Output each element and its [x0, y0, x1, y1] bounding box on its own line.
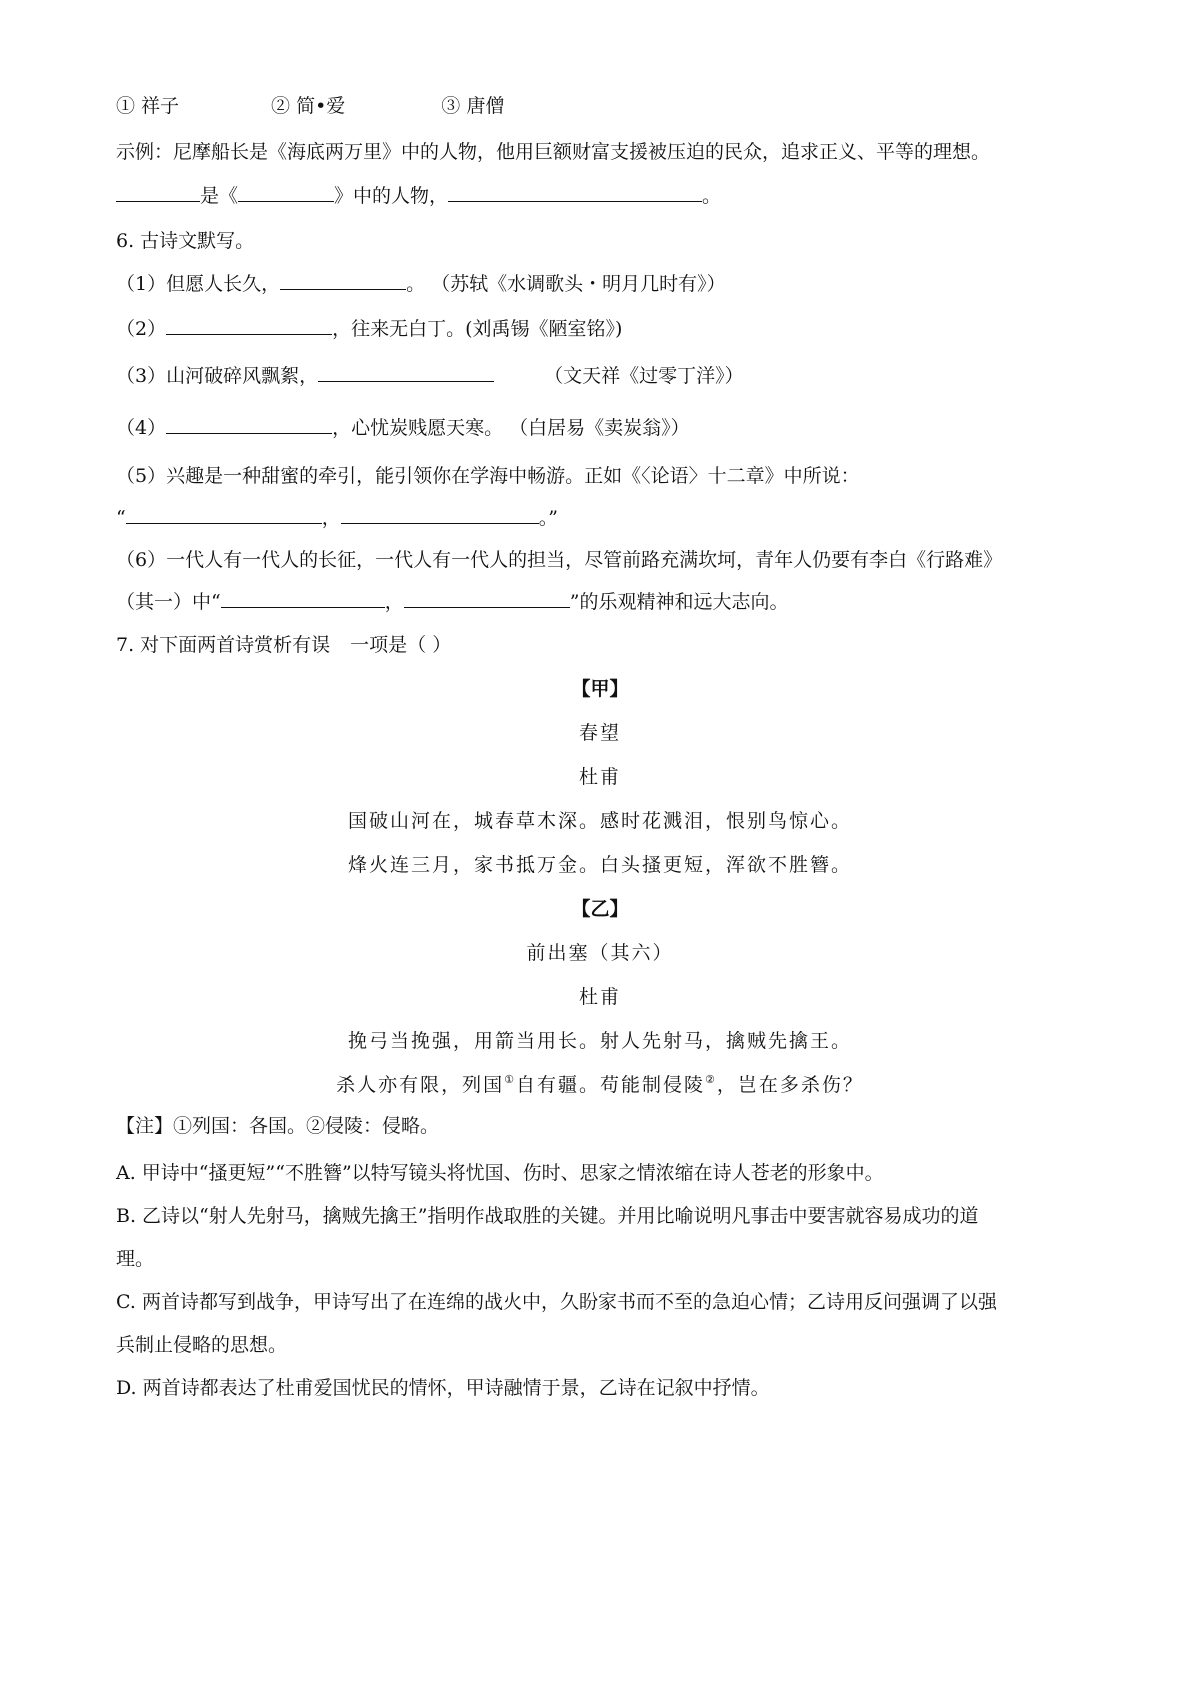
option-3: ③ 唐僧 [441, 95, 505, 117]
answer-blank[interactable] [238, 183, 334, 202]
option-b-continued[interactable]: 理。 [116, 1248, 155, 1270]
answer-blank[interactable] [280, 271, 406, 290]
q6-item-5: （5）兴趣是一种甜蜜的牵引，能引领你在学海中畅游。正如《〈论语〉十二章》中所说： [116, 465, 860, 487]
option-a[interactable]: A. 甲诗中“搔更短”“不胜簪”以特写镜头将忧国、伤时、思家之情浓缩在诗人苍老的形象中。 [116, 1162, 884, 1184]
option-2: ② 简•爱 [271, 95, 346, 117]
answer-blank[interactable] [166, 316, 332, 335]
q6-item-4: （4） ，心忧炭贱愿天寒。 （白居易《卖炭翁》） [116, 417, 690, 439]
answer-blank[interactable] [221, 589, 385, 608]
answer-blank[interactable] [318, 363, 494, 382]
poem-jia-line-2: 烽火连三月，家书抵万金。白头搔更短，浑欲不胜簪。 [347, 854, 852, 876]
poem-jia-title: 春望 [578, 722, 621, 744]
fill-in-line [116, 183, 721, 209]
option-c[interactable]: C. 两首诗都写到战争，甲诗写出了在连绵的战火中，久盼家书而不至的急迫心情；乙诗用反问强调了以强 [116, 1291, 997, 1313]
example-sentence: 示例：尼摩船长是《海底两万里》中的人物，他用巨额财富支援被压迫的民众，追求正义、平等的理想。 [116, 141, 991, 163]
poem-yi-line-1: 挽弓当挽强，用箭当用长。射人先射马，擒贼先擒王。 [347, 1030, 852, 1052]
q6-item-6: （6）一代人有一代人的长征，一代人有一代人的担当，尽管前路充满坎坷，青年人仍要有李白《行路难》 [116, 549, 1003, 571]
answer-blank[interactable] [126, 505, 322, 524]
fill-text: 是《 [200, 185, 239, 207]
poem-yi-line-2: 杀人亦有限，列国①自有疆。苟能制侵陵②，岂在多杀伤？ [336, 1073, 864, 1096]
poem-note: 【注】①列国：各国。②侵陵：侵略。 [116, 1115, 440, 1137]
fill-text: 》中的人物， [334, 185, 449, 207]
q6-item-2: （2） ，往来无白丁。(刘禹锡《陋室铭》) [116, 318, 623, 340]
footnote-marker-1: ① [504, 1073, 516, 1086]
option-1: ① 祥子 [116, 95, 180, 117]
answer-blank[interactable] [116, 183, 200, 202]
q6-item-3: （3）山河破碎风飘絮， （文天祥《过零丁洋》） [116, 365, 744, 387]
question-6-title: 6. 古诗文默写。 [116, 230, 255, 252]
option-b[interactable]: B. 乙诗以“射人先射马，擒贼先擒王”指明作战取胜的关键。并用比喻说明凡事击中要害就容易成功的道 [116, 1205, 979, 1227]
footnote-marker-2: ② [705, 1073, 717, 1086]
q6-item-5-blanks: “ ， 。” [116, 507, 558, 529]
answer-blank[interactable] [166, 415, 332, 434]
option-c-continued[interactable]: 兵制止侵略的思想。 [116, 1334, 288, 1356]
question-7-title: 7. 对下面两首诗赏析有误 一项是（ ） [116, 634, 452, 656]
q6-item-1: （1）但愿人长久， 。 （苏轼《水调歌头・明月几时有》） [116, 273, 726, 295]
answer-blank[interactable] [404, 589, 570, 608]
poem-yi-tag: 【乙】 [571, 898, 629, 920]
poem-jia-line-1: 国破山河在，城春草木深。感时花溅泪，恨别鸟惊心。 [347, 810, 852, 832]
poem-yi-author: 杜甫 [578, 986, 621, 1008]
option-d[interactable]: D. 两首诗都表达了杜甫爱国忧民的情怀，甲诗融情于景，乙诗在记叙中抒情。 [116, 1377, 770, 1399]
fill-text: 。 [702, 185, 722, 207]
character-options [116, 93, 504, 119]
answer-blank[interactable] [448, 183, 702, 202]
answer-blank[interactable] [341, 505, 539, 524]
poem-jia-tag: 【甲】 [571, 678, 629, 700]
poem-jia-author: 杜甫 [578, 766, 621, 788]
q6-item-6-blanks: （其一）中“ ， ”的乐观精神和远大志向。 [116, 591, 789, 613]
poem-yi-title: 前出塞（其六） [526, 942, 674, 964]
